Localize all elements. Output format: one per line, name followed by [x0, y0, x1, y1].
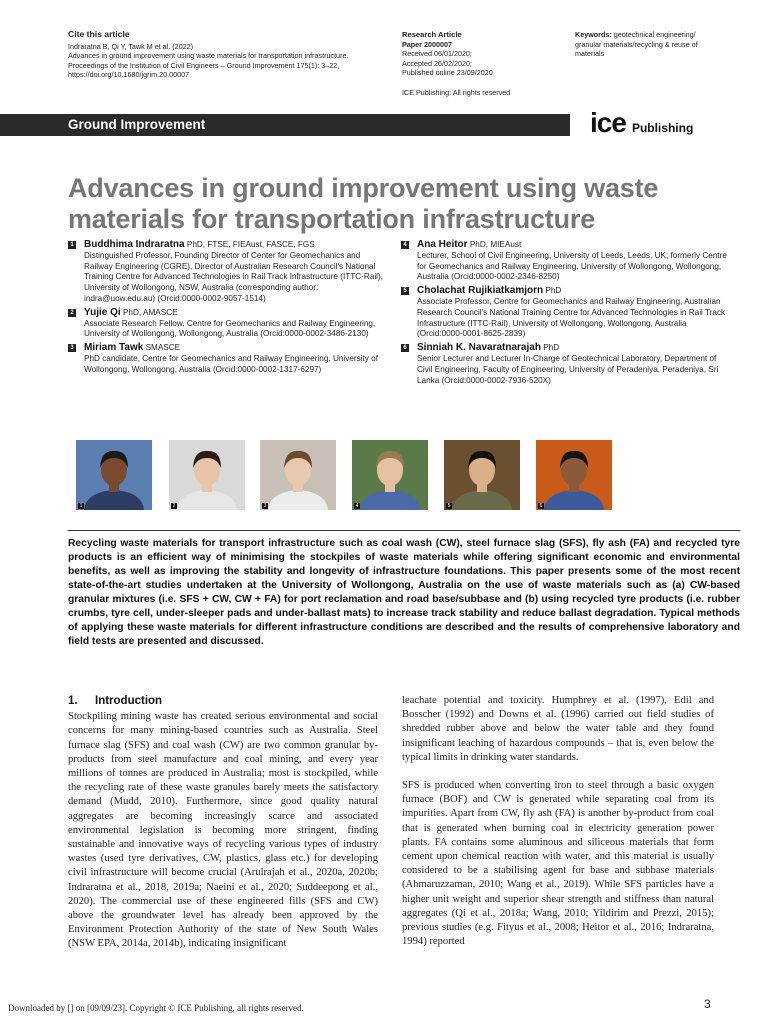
author-photo — [76, 440, 152, 510]
author-number-badge: 1 — [68, 241, 76, 249]
author-photos — [76, 440, 616, 510]
author-degrees: PhD — [545, 286, 562, 296]
keywords-block — [575, 30, 715, 59]
author-photo — [169, 440, 245, 510]
section-heading — [68, 694, 378, 708]
section-title: Introduction — [95, 695, 163, 707]
body-column-left — [68, 694, 378, 952]
paper-title: Advances in ground improvement using waste materials for transportation infrastructure — [68, 173, 659, 234]
authors-left-column — [68, 240, 388, 379]
download-footer: Downloaded by [] on [09/09/23]. Copyright © ICE Publishing, all rights reserved. — [8, 1003, 304, 1013]
author-degrees: PhD, FTSE, FIEAust, FASCE, FGS — [186, 240, 315, 249]
ice-publishing-logo — [590, 107, 694, 138]
author-degrees: PhD, MIEAust — [469, 240, 522, 249]
author-degrees: SMASCE — [145, 343, 181, 353]
published-date: Published online 23/09/2020 — [402, 68, 493, 78]
paper-number: Paper 2000007 — [402, 39, 452, 49]
cite-heading: Cite this article — [68, 29, 130, 39]
author-photo — [444, 440, 520, 510]
keywords-label: Keywords: — [575, 30, 612, 39]
cite-line: Advances in ground improvement using waste materials for transportation infrastructure. — [68, 51, 349, 61]
doi-link[interactable]: https://doi.org/10.1680/jgrim.20.00007 — [68, 70, 190, 80]
received-date: Received 06/01/2020; — [402, 49, 472, 59]
photo-number-badge: 5 — [447, 503, 451, 509]
article-type: Research Article — [402, 30, 462, 39]
author-name: Cholachat Rujikiatkamjorn — [417, 285, 544, 297]
author-name: Sinniah K. Navaratnarajah — [417, 342, 541, 354]
article-info — [402, 30, 562, 98]
author-name: Yujie Qi — [84, 306, 121, 318]
page-number: 3 — [704, 997, 711, 1011]
portrait-image — [76, 440, 152, 510]
photo-number-badge: 2 — [172, 503, 176, 509]
section-number: 1. — [68, 695, 78, 707]
author-name: Buddhima Indraratna — [84, 239, 185, 250]
author-affiliation: Senior Lecturer and Lecturer In-Charge of Geotechnical Laboratory, Department of Civil Engineering, Faculty of Engineering, University of Peradeniya, Peradeniya, Sri Lanka (Orcid:0000-0002-7936-520X) — [417, 353, 719, 385]
portrait-image — [260, 440, 336, 510]
author-number-badge: 4 — [401, 241, 409, 249]
keywords-text: geotechnical engineering/ granular materials/recycling & reuse of materials — [575, 30, 698, 59]
author-photo — [352, 440, 428, 510]
portrait-image — [169, 440, 245, 510]
accepted-date: Accepted 26/02/2020; — [402, 58, 472, 68]
photo-number-badge: 6 — [539, 503, 543, 509]
author-entry — [68, 343, 388, 375]
photo-number-badge: 4 — [355, 503, 359, 509]
cite-block — [68, 30, 368, 80]
author-photo — [260, 440, 336, 510]
portrait-image — [352, 440, 428, 510]
abstract-divider — [68, 530, 740, 531]
author-photo — [536, 440, 612, 510]
photo-number-badge: 1 — [79, 503, 83, 509]
author-affiliation: Associate Research Fellow, Centre for Geomechanics and Railway Engineering, University of Wollongong, Wollongong, Australia (Orcid:0000-0002-3486-2130) — [84, 318, 376, 339]
author-entry — [68, 240, 388, 305]
author-number-badge: 6 — [401, 344, 409, 352]
author-degrees: PhD — [543, 343, 560, 353]
abstract: Recycling waste materials for transport infrastructure such as coal wash (CW), steel furnace slag (SFS), fly ash (FA) and recycled tyre products is an efficient way of minimising the stockpiles of waste materials while offering significant economic and environmental benefits, as well as improving the stability and longevity of infrastructure foundations. This paper presents some of the most recent state-of-the-art studies undertaken at the University of Wollongong, Australia on the use of waste materials such as (a) CW-based granular mixtures (i.e. SFS + CW, CW + FA) for port reclamation and road base/subbase and (b) using recycled tyre products (i.e. rubber crumbs, tyre cell, under-sleeper pads and under-ballast mats) to increase track stability and reduce ballast degradation. Typical methods of applying these waste materials for different infrastructure conditions are described and the results of comprehensive laboratory and field tests are presented and discussed. — [68, 538, 740, 647]
author-affiliation: Distinguished Professor, Founding Director of Center for Geomechanics and Railway Engineering (CGRE), Director of Australian Research Council's National Training Centre for Advanced Technologies in Rail Track Infrastructure (ITTC-Rail), University of Wollongong, NSW, Australia (corresponding author: indra@uow.edu.au) (Orcid:0000-0002-9057-1514) — [84, 250, 383, 303]
portrait-image — [536, 440, 612, 510]
journal-band — [0, 114, 570, 136]
author-entry — [401, 343, 731, 386]
authors-right-column — [401, 240, 731, 389]
author-number-badge: 2 — [68, 309, 76, 317]
author-entry — [68, 308, 388, 340]
author-affiliation: Lecturer, School of Civil Engineering, University of Leeds, Leeds, UK; formerly Centre for Geomechanics and Railway Engineering, University of Wollongong, Wollongong, Australia (Orcid:0000-0002-2346-8250) — [417, 250, 727, 282]
portrait-image — [444, 440, 520, 510]
paragraph: Stockpiling mining waste has created serious environmental and social concerns for many mining-based countries such as Australia. Steel furnace slag (SFS) and coal wash (CW) are two common granular by-products from steel manufacture and coal mining, and every year millions of tonnes are produced in Australia; most is stockpiled, while the recycling rate of these waste granules barely meets the satisfactory demand (Mudd, 2010). Furthermore, since good quality natural aggregates are becoming increasingly scarce and associated environmental legislation is becoming more stringent, finding sustainable and innovative ways of recycling various types of industry wastes (used tyre derivatives, CW, plastics, glass etc.) for developing civil infrastructure will become crucial (Arulrajah et al., 2020a, 2020b; Indraratna et al., 2018, 2019a; Naeini et al., 2020; Suddeepong et al., 2020). The commercial use of these engineered fills (SFS and CW) above the groundwater level has already been approved by the Environment Protection Authority of the state of New South Wales (NSW EPA, 2014a, 2014b), indicating insignificant — [68, 711, 378, 950]
cite-line: Indraratna B, Qi Y, Tawk M et al. (2022) — [68, 41, 194, 51]
author-name: Ana Heitor — [417, 239, 468, 250]
paragraph: SFS is produced when converting iron to steel through a basic oxygen furnace (BOF) and CW is generated while separating coal from its impurities. Apart from CW, fly ash (FA) is another by-product from coal that is generated when burning coal in electricity generation power plants. FA contains some aluminous and siliceous materials that form cement upon chemical reaction with water, and this material is usually considered to be a stabilising agent for base and subbase materials (Ahmaruzzaman, 2010; Wang et al., 2019). While SFS particles have a higher unit weight and superior shear strength and stiffness than natural aggregates (Qi et al., 2018a; Wang, 2010; Yildirim and Prezzi, 2015); previous studies (e.g. Fityus et al., 2008; Heitor et al., 2016; Indraratna, 1994) reported — [402, 780, 714, 948]
cite-line: Proceedings of the Institution of Civil Engineers – Ground Improvement 175(1): 3–22, — [68, 60, 340, 70]
journal-title: Ground Improvement — [68, 117, 206, 132]
author-affiliation: PhD candidate, Centre for Geomechanics and Railway Engineering, University of Wollongong, Wollongong, Australia (Orcid:0000-0002-1317-6297) — [84, 353, 378, 374]
author-entry — [401, 286, 731, 340]
author-number-badge: 5 — [401, 287, 409, 295]
author-number-badge: 3 — [68, 344, 76, 352]
author-name: Miriam Tawk — [84, 342, 144, 354]
author-degrees: PhD, AMASCE — [122, 307, 178, 317]
ice-logo-publishing: Publishing — [631, 121, 694, 135]
photo-number-badge: 3 — [263, 503, 267, 509]
author-entry — [401, 240, 731, 283]
paragraph: leachate potential and toxicity. Humphrey et al. (1997), Edil and Bosscher (1992) and Downs et al. (1996) carried out field studies of shredded rubber above and below the water table and they found insignificant leaching of hazardous compounds – that is, even below the typical limits in drinking water standards. — [402, 695, 714, 763]
rights-statement: ICE Publishing: All rights reserved — [402, 87, 511, 97]
ice-logo-word: ice — [590, 107, 626, 138]
author-affiliation: Associate Professor, Centre for Geomechanics and Railway Engineering, Australian Research Council's National Training Centre for Advanced Technologies in Rail Track Infrastructure (ITTC-Rail), University of Wollongong, Wollongong, Australia (Orcid:0000-0001-8625-2839) — [417, 296, 726, 339]
body-column-right — [402, 694, 714, 949]
